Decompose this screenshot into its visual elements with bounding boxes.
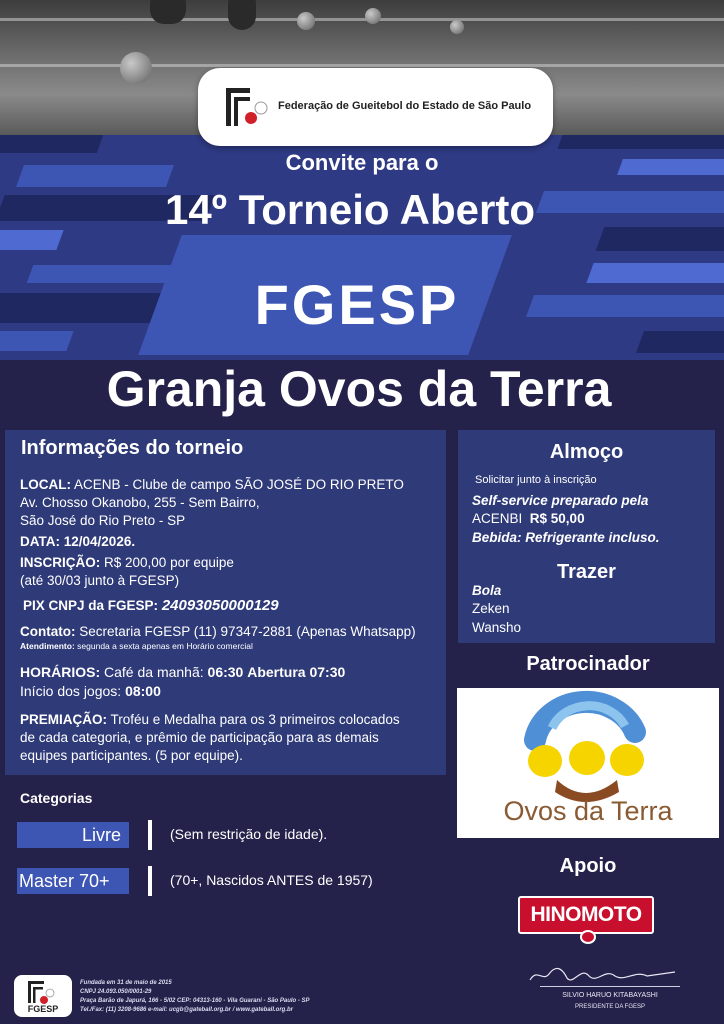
horarios-label: HORÁRIOS:	[20, 664, 101, 680]
invite-heading: Convite para o	[285, 150, 439, 175]
sponsor-logo-card	[457, 688, 719, 838]
contato-line	[20, 624, 416, 639]
lunch-line-2	[472, 511, 585, 526]
federation-name: Federação de Gueitebol do Estado de São Paulo	[278, 100, 532, 112]
footer-logo-text: FGESP	[27, 1004, 59, 1014]
pix-label: PIX CNPJ da FGESP:	[23, 598, 159, 613]
premiacao-text-1: Troféu e Medalha para os 3 primeiros colocados	[110, 712, 400, 727]
lunch-price: R$ 50,00	[529, 511, 585, 526]
inicio-label: Início dos jogos:	[20, 683, 122, 699]
local-line	[20, 477, 404, 492]
abertura: Abertura 07:30	[247, 664, 346, 680]
premiacao-line-3: equipes participantes. (5 por equipe).	[20, 748, 243, 763]
premiacao-line-1	[20, 712, 400, 727]
lunch-panel	[458, 430, 715, 643]
cafe-label: Café da manhã:	[104, 664, 204, 680]
info-title: Informações do torneio	[21, 437, 244, 459]
date-label: DATA:	[20, 534, 60, 549]
inscricao-value: R$ 200,00 por equipe	[104, 555, 234, 570]
signer-name: SILVIO HARUO KITABAYASHI	[562, 992, 658, 999]
address-line-2: São José do Rio Preto - SP	[20, 513, 186, 528]
inscricao-label: INSCRIÇÃO:	[20, 555, 101, 570]
address-line-1: Av. Chosso Okanobo, 255 - Sem Bairro,	[20, 495, 260, 510]
horarios-line	[20, 664, 345, 680]
lunch-provider: ACENBI	[472, 511, 523, 526]
category-master-desc: (70+, Nascidos ANTES de 1957)	[170, 872, 373, 888]
category-master: Master 70+	[17, 868, 129, 894]
atendimento-label: Atendimento:	[20, 641, 75, 651]
pix-line	[23, 597, 279, 614]
footer-logo	[14, 975, 72, 1017]
footer-line-1: Fundada em 31 de maio de 2015	[80, 980, 172, 986]
cafe-time: 06:30	[207, 664, 244, 680]
categories-heading: Categorias	[20, 790, 93, 806]
inicio-line	[20, 683, 161, 699]
footer-logo-icon	[14, 975, 72, 1005]
category-divider	[148, 820, 152, 850]
signer-role: PRESIDENTE DA FGESP	[574, 1004, 646, 1010]
bring-item-3: Wansho	[472, 620, 522, 635]
pix-value: 24093050000129	[161, 597, 279, 614]
tournament-title: 14º Torneio Aberto	[164, 186, 536, 233]
fgesp-logo-icon	[224, 86, 272, 128]
footer-line-2: CNPJ 24.093.050/0001-29	[80, 989, 152, 995]
lunch-note: Solicitar junto à inscrição	[475, 474, 597, 486]
sponsor-title: Granja Ovos da Terra	[106, 361, 612, 417]
local-label: LOCAL:	[20, 477, 71, 492]
tournament-info-panel	[5, 430, 446, 775]
hinomoto-logo	[518, 896, 654, 934]
lunch-title: Almoço	[549, 441, 624, 463]
date-value: 12/04/2026.	[63, 534, 136, 549]
signature-icon	[525, 962, 685, 988]
bring-item-2: Zeken	[472, 601, 510, 616]
category-divider	[148, 866, 152, 896]
footer-line-4: Tel./Fax: (11) 3208-9686 e-mail: ucgb@gateball.org.br / www.gateball.org.br	[80, 1007, 294, 1013]
premiacao-label: PREMIAÇÃO:	[20, 712, 107, 727]
premiacao-line-2: de cada categoria, e prêmio de participação para as demais	[20, 730, 379, 745]
lunch-line-3: Bebida: Refrigerante incluso.	[472, 530, 660, 545]
federation-logo-card	[198, 68, 553, 146]
inscricao-line	[20, 555, 234, 570]
category-livre: Livre	[17, 822, 129, 848]
inscricao-note: (até 30/03 junto à FGESP)	[20, 573, 180, 588]
sponsor-heading: Patrocinador	[526, 653, 650, 675]
date-line	[20, 534, 135, 549]
signature-line	[540, 986, 680, 987]
hinomoto-circle-icon	[580, 930, 596, 944]
support-heading: Apoio	[559, 855, 617, 877]
category-livre-desc: (Sem restrição de idade).	[170, 826, 328, 842]
atendimento-line	[20, 641, 253, 651]
org-title: FGESP	[254, 273, 460, 336]
sponsor-logo-text: Ovos da Terra	[503, 796, 673, 826]
lunch-line-1: Self-service preparado pela	[472, 493, 649, 508]
contato-value: Secretaria FGESP (11) 97347-2881 (Apenas Whatsapp)	[79, 624, 416, 639]
atendimento-value: segunda a sexta apenas em Horário comercial	[77, 641, 253, 651]
inicio-time: 08:00	[125, 683, 161, 699]
bring-title: Trazer	[557, 561, 616, 583]
footer-line-3: Praça Barão de Japurá, 166 - 5/02 CEP: 04313-160 - Vila Guarani - São Paulo - SP	[80, 998, 310, 1004]
contato-label: Contato:	[20, 624, 76, 639]
bring-item-1: Bola	[472, 583, 502, 598]
hinomoto-logo-text: HINOMOTO	[530, 903, 642, 926]
local-value: ACENB - Clube de campo SÃO JOSÉ DO RIO PRETO	[74, 477, 404, 492]
